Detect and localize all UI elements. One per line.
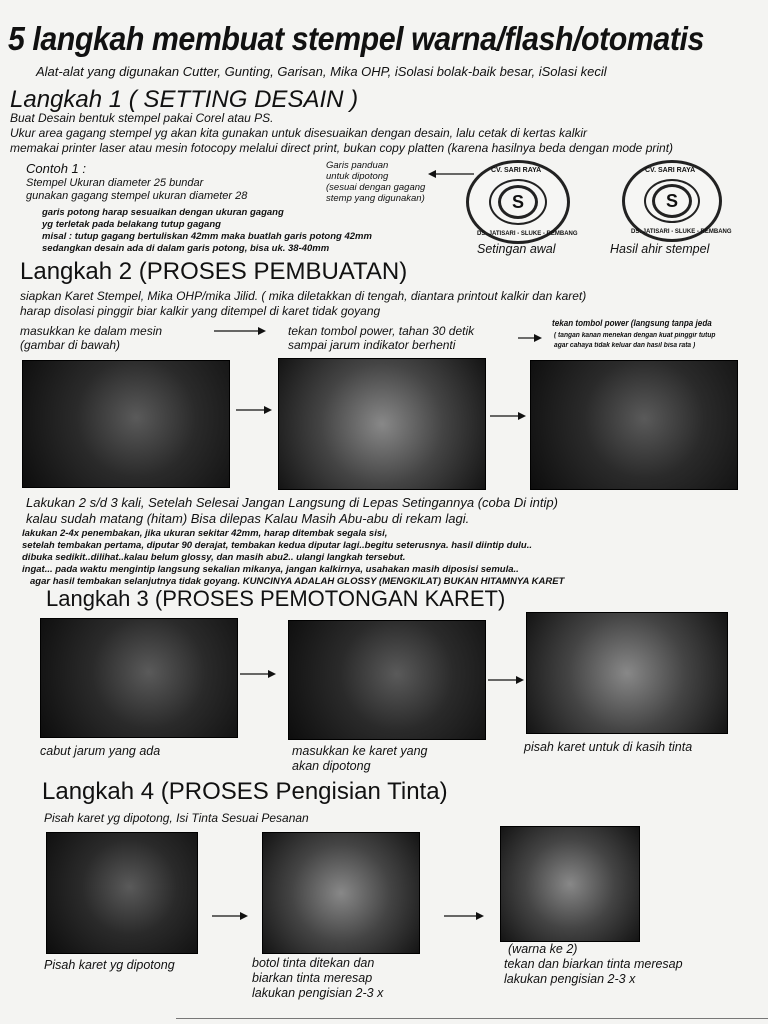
photo-separate-rubber [526, 612, 728, 734]
example-line-1: Stempel Ukuran diameter 25 bundar [26, 177, 204, 189]
instruction-power-2: sampai jarum indikator berhenti [288, 338, 456, 352]
photo-machine-power [278, 358, 486, 490]
seal-final-result [622, 160, 732, 242]
arrow-icon [212, 910, 248, 922]
instruction-press-title: tekan tombol power (langsung tanpa jeda [552, 318, 712, 328]
guide-note-2: untuk dipotong [326, 171, 389, 182]
photo-remove-needle [40, 618, 238, 738]
photo-ink-bottle [262, 832, 420, 954]
instruction-insert-2: (gambar di bawah) [20, 338, 121, 352]
step4-subtitle: Pisah karet yg dipotong, Isi Tinta Sesuai Pesanan [44, 811, 309, 825]
step2-note-3: dibuka sedikit..dilihat..kalau belum glossy, dan masih abu2.. ulangi langkah tersebut. [22, 552, 406, 563]
seal-bottom-text: DS. JATISARI - SLUKE - REMBANG [631, 229, 732, 235]
caption-final-result: Hasil ahir stempel [610, 242, 710, 256]
seal-logo-icon: S [498, 185, 538, 219]
step2-after-2: kalau sudah matang (hitam) Bisa dilepas Kalau Masih Abu-abu di rekam lagi. [26, 511, 470, 526]
page-title: 5 langkah membuat stempel warna/flash/otomatis [8, 20, 704, 57]
cut-line-note-3: misal : tutup gagang bertuliskan 42mm maka buatlah garis potong 42mm [42, 231, 372, 242]
step2-line-1: siapkan Karet Stempel, Mika OHP/mika Jilid. ( mika diletakkan di tengah, diantara printout kalkir dan karet) [20, 289, 587, 303]
arrow-icon [240, 668, 276, 680]
caption-second-color-3: lakukan pengisian 2-3 x [504, 972, 636, 986]
caption-second-color-2: tekan dan biarkan tinta meresap [504, 957, 683, 971]
step1-heading: Langkah 1 ( SETTING DESAIN ) [10, 86, 359, 113]
caption-ink-bottle-2: biarkan tinta meresap [252, 971, 373, 985]
seal-bottom-text: DS. JATISARI - SLUKE - REMBANG [477, 231, 578, 237]
guide-note-1: Garis panduan [326, 160, 389, 171]
instruction-power-1: tekan tombol power, tahan 30 detik [288, 324, 475, 338]
caption-insert-rubber-1: masukkan ke karet yang [292, 744, 428, 758]
cut-line-note-1: garis potong harap sesuaikan dengan ukuran gagang [42, 207, 284, 218]
seal-top-text: CV. SARI RAYA [491, 167, 542, 174]
seal-logo-icon: S [652, 184, 692, 218]
guide-note [326, 160, 425, 204]
step1-line-2: Ukur area gagang stempel yg akan kita gunakan untuk disesuaikan dengan desain, lalu cetak di kertas kalkir [10, 126, 588, 140]
photo-machine-press [530, 360, 738, 490]
cut-line-note-4: sedangkan desain ada di dalam garis potong, bisa uk. 38-40mm [42, 243, 330, 254]
arrow-icon [490, 410, 526, 422]
instruction-insert [20, 324, 162, 352]
caption-separate-cut-rubber: Pisah karet yg dipotong [44, 958, 175, 972]
photo-insert-rubber [288, 620, 486, 740]
photo-separate-cut-rubber [46, 832, 198, 954]
caption-ink-bottle [252, 956, 383, 1001]
seal-top-text: CV. SARI RAYA [645, 167, 696, 174]
caption-separate-rubber: pisah karet untuk di kasih tinta [524, 740, 693, 754]
caption-insert-rubber [292, 744, 428, 774]
caption-second-color-1: (warna ke 2) [508, 942, 578, 956]
step4-heading: Langkah 4 (PROSES Pengisian Tinta) [42, 778, 448, 805]
arrow-icon [236, 404, 272, 416]
instruction-press-1: ( tangan kanan menekan dengan kuat pinggir tutup [554, 332, 716, 339]
example-line-2: gunakan gagang stempel ukuran diameter 28 [26, 190, 248, 202]
photo-machine-insert [22, 360, 230, 488]
guide-arrow-icon [428, 168, 474, 180]
instruction-power [288, 324, 474, 352]
caption-remove-needle: cabut jarum yang ada [40, 744, 161, 758]
guide-note-4: stemp yang digunakan) [326, 193, 425, 204]
example-label: Contoh 1 : [26, 161, 86, 176]
caption-ink-bottle-1: botol tinta ditekan dan [252, 956, 375, 970]
step2-note-2: setelah tembakan pertama, diputar 90 derajat, tembakan kedua diputar lagi..begitu seterusnya. hasil diintip dulu.. [22, 540, 532, 551]
guide-note-3: (sesuai dengan gagang [326, 182, 426, 193]
arrow-icon [488, 674, 524, 686]
instruction-press-2: agar cahaya tidak keluar dan hasil bisa rata ) [554, 342, 696, 349]
arrow-icon [518, 332, 542, 344]
step1-line-1: Buat Desain bentuk stempel pakai Corel atau PS. [10, 111, 274, 125]
caption-ink-bottle-3: lakukan pengisian 2-3 x [252, 986, 384, 1000]
step2-heading: Langkah 2 (PROSES PEMBUATAN) [20, 258, 408, 285]
seal-initial-setting [466, 160, 578, 244]
cut-line-note-2: yg terletak pada belakang tutup gagang [42, 219, 221, 230]
arrow-icon [444, 910, 484, 922]
tools-line: Alat-alat yang digunakan Cutter, Gunting, Garisan, Mika OHP, iSolasi bolak-baik besar, iSolasi kecil [36, 64, 607, 79]
caption-insert-rubber-2: akan dipotong [292, 759, 371, 773]
step2-note-4: ingat... pada waktu mengintip langsung sekalian mikanya, jangan kalkirnya, usahakan masih diposisi semula.. [22, 564, 519, 575]
step2-note-1: lakukan 2-4x penembakan, jika ukuran sekitar 42mm, harap ditembak segala sisi, [22, 528, 388, 539]
instruction-insert-1: masukkan ke dalam mesin [20, 324, 163, 338]
arrow-icon [214, 325, 266, 337]
bottom-divider [176, 1018, 768, 1019]
caption-initial-setting: Setingan awal [477, 242, 556, 256]
step2-line-2: harap disolasi pinggir biar kalkir yang ditempel di karet tidak goyang [20, 304, 381, 318]
step1-line-3: memakai printer laser atau mesin fotocopy melalui direct print, bukan copy platten (karena hasilnya beda dengan mode print) [10, 141, 674, 155]
caption-second-color [504, 942, 683, 987]
step3-heading: Langkah 3 (PROSES PEMOTONGAN KARET) [46, 586, 506, 611]
step2-after-1: Lakukan 2 s/d 3 kali, Setelah Selesai Jangan Langsung di Lepas Setingannya (coba Di intip) [26, 495, 558, 510]
step2-note-5: agar hasil tembakan selanjutnya tidak goyang. KUNCINYA ADALAH GLOSSY (MENGKILAT) BUKAN HITAMNYA KARET [30, 576, 565, 587]
photo-second-color [500, 826, 640, 942]
